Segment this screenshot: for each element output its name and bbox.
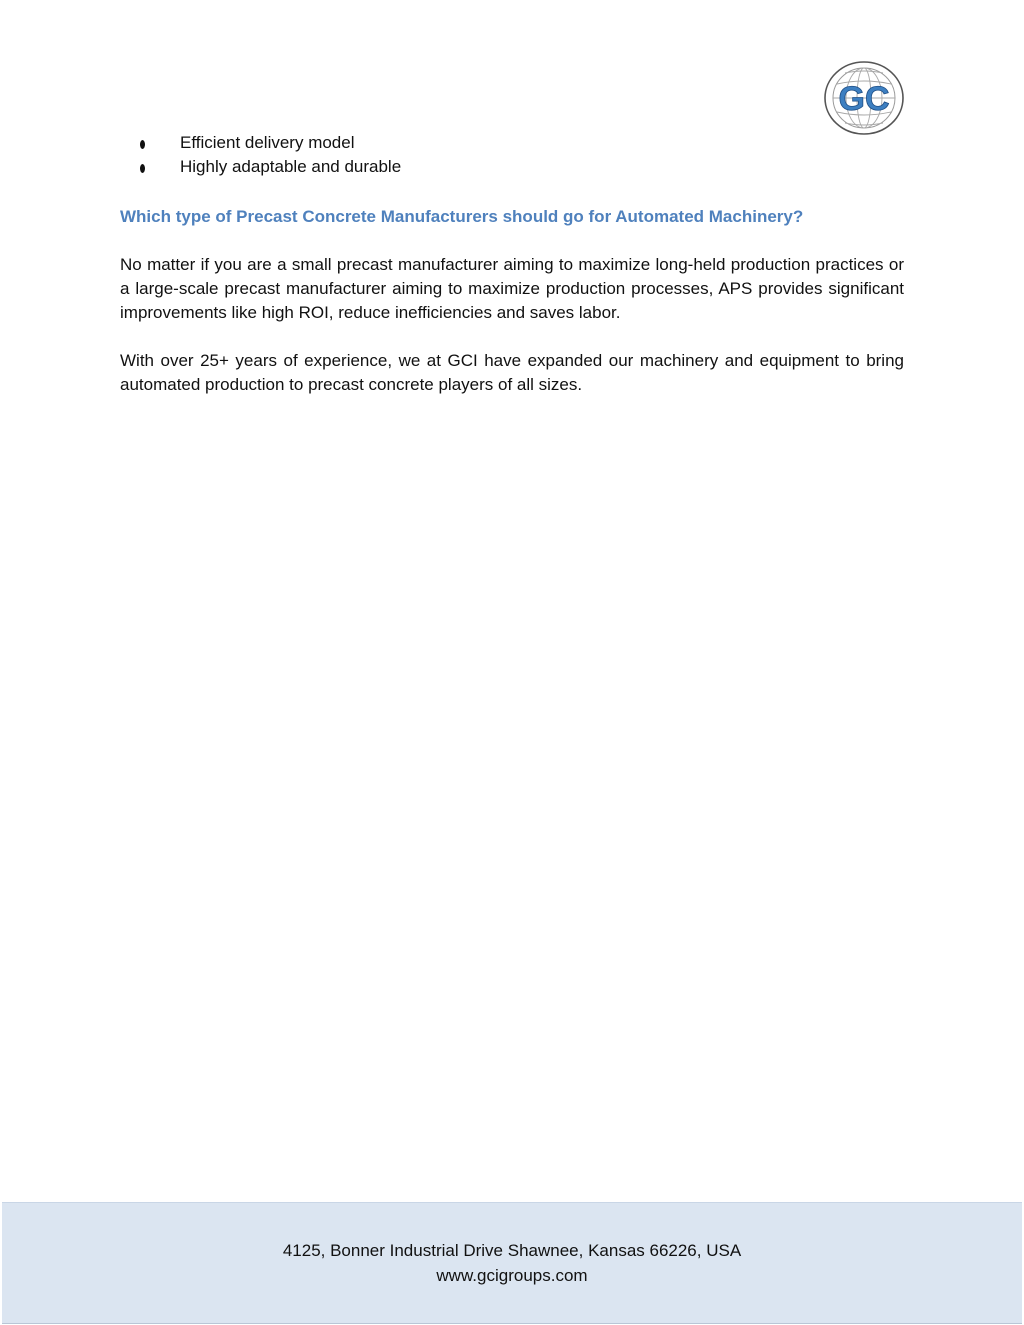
list-item — [120, 155, 904, 179]
feature-list — [120, 131, 904, 179]
footer-website-link[interactable]: www.gcigroups.com — [436, 1266, 588, 1285]
main-content — [120, 131, 904, 397]
logo-text: GC — [838, 80, 890, 118]
paragraph: No matter if you are a small precast manufacturer aiming to maximize long-held production practices or a large-scale precast manufacturer aiming to maximize production processes, APS provides significant improvements like high ROI, reduce inefficiencies and saves labor. — [120, 255, 904, 322]
list-item-text: Efficient delivery model — [180, 133, 355, 152]
paragraph: With over 25+ years of experience, we at GCI have expanded our machinery and equipment to bring automated production to precast concrete players of all sizes. — [120, 351, 904, 394]
list-item — [120, 131, 904, 155]
gci-globe-logo-icon — [823, 60, 905, 136]
list-item-text: Highly adaptable and durable — [180, 157, 402, 176]
page-footer — [2, 1202, 1022, 1324]
bullet-icon — [140, 140, 145, 149]
section-heading: Which type of Precast Concrete Manufacturers should go for Automated Machinery? — [120, 207, 804, 226]
footer-address: 4125, Bonner Industrial Drive Shawnee, Kansas 66226, USA — [282, 1241, 742, 1260]
bullet-icon — [140, 164, 145, 173]
company-logo — [823, 60, 905, 136]
